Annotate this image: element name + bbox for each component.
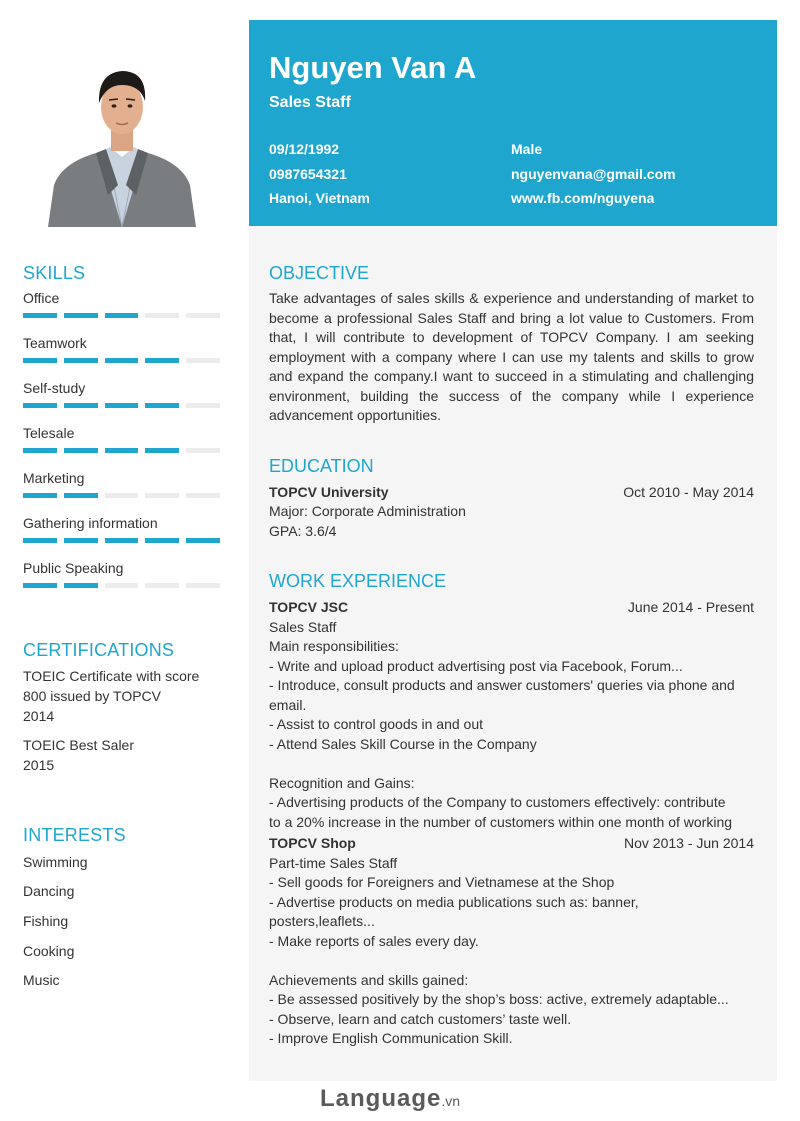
interest-item: Dancing bbox=[23, 883, 75, 899]
education-period: Oct 2010 - May 2014 bbox=[623, 484, 754, 500]
interest-item: Music bbox=[23, 972, 60, 988]
skill-segment-empty bbox=[186, 448, 220, 453]
skill-segment-filled bbox=[23, 358, 57, 363]
interests-heading: INTERESTS bbox=[23, 825, 126, 845]
skill-segment-filled bbox=[23, 403, 57, 408]
skill-segment-empty bbox=[145, 583, 179, 588]
skill-name: Telesale bbox=[23, 425, 75, 441]
interest-item: Swimming bbox=[23, 854, 88, 870]
work-heading: WORK EXPERIENCE bbox=[269, 571, 447, 591]
job-detail-line: Recognition and Gains: bbox=[269, 774, 415, 791]
skill-level-bar bbox=[23, 403, 220, 408]
date-of-birth: 09/12/1992 bbox=[269, 141, 340, 157]
skill-segment-empty bbox=[145, 493, 179, 498]
left-column bbox=[0, 0, 248, 1121]
certification-item bbox=[23, 666, 223, 726]
logo-brand: Language bbox=[320, 1085, 442, 1112]
skill-name: Teamwork bbox=[23, 335, 87, 351]
job-role: Sales Staff bbox=[269, 618, 337, 635]
objective-heading: OBJECTIVE bbox=[269, 263, 370, 283]
certification-item bbox=[23, 735, 223, 775]
certification-year: 2015 bbox=[23, 757, 55, 773]
skill-segment-filled bbox=[105, 403, 139, 408]
skill-segment-empty bbox=[186, 403, 220, 408]
skill-segment-filled bbox=[64, 448, 98, 453]
profile-header bbox=[249, 20, 777, 226]
skill-segment-filled bbox=[64, 358, 98, 363]
skill-item bbox=[23, 380, 220, 408]
job-company: TOPCV JSC bbox=[269, 599, 349, 615]
skill-name: Office bbox=[23, 290, 60, 306]
skill-segment-filled bbox=[105, 538, 139, 543]
logo-domain: .vn bbox=[441, 1093, 461, 1109]
job-detail-line: - Be assessed positively by the shop’s boss: active, extremely adaptable... bbox=[269, 991, 729, 1007]
skill-segment-filled bbox=[105, 448, 139, 453]
skill-level-bar bbox=[23, 358, 220, 363]
skill-item bbox=[23, 290, 220, 318]
job-detail-line: - Attend Sales Skill Course in the Company bbox=[269, 735, 537, 752]
skill-item bbox=[23, 560, 220, 588]
skill-name: Public Speaking bbox=[23, 560, 124, 576]
interest-item: Fishing bbox=[23, 913, 69, 929]
job-role: Part-time Sales Staff bbox=[269, 854, 398, 871]
certification-line: TOEIC Certificate with score bbox=[23, 668, 200, 684]
candidate-title: Sales Staff bbox=[269, 94, 351, 111]
skill-segment-filled bbox=[23, 493, 57, 498]
phone: 0987654321 bbox=[269, 166, 347, 182]
skill-segment-empty bbox=[186, 313, 220, 318]
skill-segment-filled bbox=[23, 448, 57, 453]
job-period: Nov 2013 - Jun 2014 bbox=[624, 835, 754, 851]
skills-heading: SKILLS bbox=[23, 263, 86, 283]
job-header-row bbox=[269, 598, 754, 618]
skill-item bbox=[23, 515, 220, 543]
job-detail-line: - Improve English Communication Skill. bbox=[269, 1030, 513, 1046]
profile-photo bbox=[48, 45, 196, 227]
skill-segment-filled bbox=[145, 403, 179, 408]
language-vn-logo bbox=[320, 1085, 460, 1113]
skill-segment-empty bbox=[105, 493, 139, 498]
skill-segment-filled bbox=[64, 583, 98, 588]
job-company: TOPCV Shop bbox=[269, 835, 356, 851]
skill-segment-filled bbox=[64, 538, 98, 543]
skill-level-bar bbox=[23, 583, 220, 588]
job-detail-line: - Observe, learn and catch customers’ taste well. bbox=[269, 1010, 572, 1027]
gender: Male bbox=[511, 141, 543, 157]
job-detail-line: posters,leaflets... bbox=[269, 913, 375, 929]
skill-item bbox=[23, 425, 220, 453]
education-major: Major: Corporate Administration bbox=[269, 503, 466, 519]
job-period: June 2014 - Present bbox=[627, 599, 754, 615]
skill-level-bar bbox=[23, 313, 220, 318]
certification-line: 800 issued by TOPCV bbox=[23, 688, 162, 704]
skill-segment-filled bbox=[64, 403, 98, 408]
certification-year: 2014 bbox=[23, 708, 55, 724]
skill-segment-filled bbox=[23, 538, 57, 543]
skill-item bbox=[23, 470, 220, 498]
education-heading: EDUCATION bbox=[269, 456, 374, 476]
job-detail-line: - Assist to control goods in and out bbox=[269, 716, 484, 732]
skill-segment-filled bbox=[145, 448, 179, 453]
skill-item bbox=[23, 335, 220, 363]
job-detail-line: email. bbox=[269, 696, 307, 713]
job-detail-line: Main responsibilities: bbox=[269, 638, 399, 654]
skill-level-bar bbox=[23, 493, 220, 498]
skill-segment-filled bbox=[105, 358, 139, 363]
skill-segment-empty bbox=[186, 493, 220, 498]
skill-segment-filled bbox=[145, 538, 179, 543]
job-header-row bbox=[269, 834, 754, 854]
email: nguyenvana@gmail.com bbox=[511, 166, 676, 182]
skill-level-bar bbox=[23, 448, 220, 453]
job-detail-line: - Write and upload product advertising post via Facebook, Forum... bbox=[269, 657, 683, 674]
person-photo-illustration bbox=[48, 45, 196, 227]
skill-segment-filled bbox=[64, 313, 98, 318]
job-detail-line: - Advertising products of the Company to customers effectively: contribute bbox=[269, 794, 726, 810]
skill-name: Gathering information bbox=[23, 515, 158, 531]
skill-segment-empty bbox=[105, 583, 139, 588]
skill-segment-empty bbox=[186, 583, 220, 588]
job-detail-line: - Introduce, consult products and answer customers' queries via phone and bbox=[269, 677, 735, 693]
objective-text: Take advantages of sales skills & experience and understanding of market to become a professional Sales Staff and bring a lot value to Customers. From that, I will contribute to development of TOPCV Company. I am seeking employment with a company where I can use my talents and skills to grow and expand the company.I want to succeed in a stimulating and challenging environment, building the success of the company while I experience advancement opportunities. bbox=[269, 290, 754, 423]
skill-name: Marketing bbox=[23, 470, 85, 486]
skill-level-bar bbox=[23, 538, 220, 543]
job-detail-line: - Advertise products on media publications such as: banner, bbox=[269, 893, 639, 910]
interest-item: Cooking bbox=[23, 943, 75, 959]
skill-segment-empty bbox=[145, 313, 179, 318]
job-detail-line: to a 20% increase in the number of customers within one month of working bbox=[269, 813, 733, 830]
skill-segment-filled bbox=[145, 358, 179, 363]
candidate-name: Nguyen Van A bbox=[269, 50, 477, 85]
skill-segment-filled bbox=[23, 313, 57, 318]
skill-segment-filled bbox=[105, 313, 139, 318]
website: www.fb.com/nguyena bbox=[511, 190, 655, 206]
skill-name: Self-study bbox=[23, 380, 86, 396]
education-row bbox=[269, 483, 754, 503]
skill-segment-filled bbox=[23, 583, 57, 588]
job-detail-line: Achievements and skills gained: bbox=[269, 971, 469, 988]
job-detail-line: - Make reports of sales every day. bbox=[269, 932, 479, 949]
education-gpa: GPA: 3.6/4 bbox=[269, 523, 337, 539]
skill-segment-empty bbox=[186, 358, 220, 363]
skill-segment-filled bbox=[64, 493, 98, 498]
school-name: TOPCV University bbox=[269, 484, 389, 500]
main-content bbox=[249, 226, 777, 1081]
certification-line: TOEIC Best Saler bbox=[23, 737, 135, 753]
job-detail-line: - Sell goods for Foreigners and Vietnamese at the Shop bbox=[269, 874, 615, 890]
skill-segment-filled bbox=[186, 538, 220, 543]
certifications-heading: CERTIFICATIONS bbox=[23, 640, 175, 660]
address: Hanoi, Vietnam bbox=[269, 190, 370, 206]
